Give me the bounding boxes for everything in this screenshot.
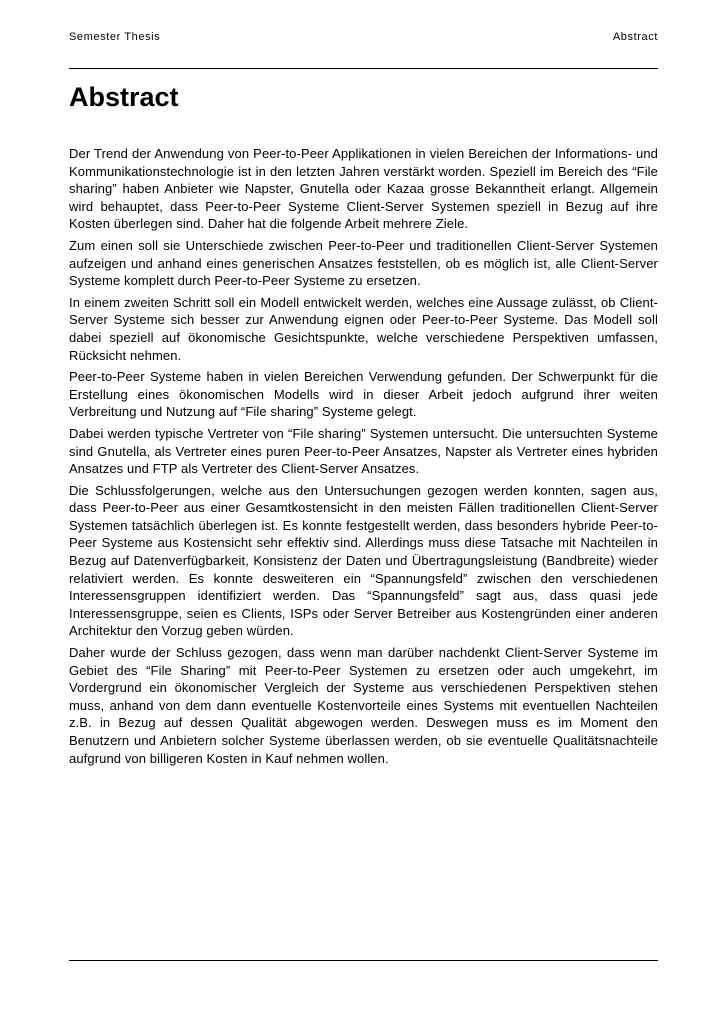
header-document-type: Semester Thesis	[69, 31, 161, 43]
footer-divider	[69, 960, 658, 961]
abstract-paragraph-3: In einem zweiten Schritt soll ein Modell entwickelt werden, welches eine Aussage zulässt, ob Client-Server Systeme sich besser zur Anwendung eignen oder Peer-to-Peer Systeme. Das Modell soll dabei speziell auf ökonomische Gesichtspunkte, welche verschiedene Perspektiven umfassen, Rücksicht nehmen.	[69, 294, 658, 363]
abstract-paragraph-7: Daher wurde der Schluss gezogen, dass wenn man darüber nachdenkt Client-Server Systeme im Gebiet des “File Sharing” mit Peer-to-Peer Systemen zu ersetzen oder auch umgekehrt, im Vordergrund ein ökonomischer Vergleich der Systeme aus verschiedenen Perspektiven stehen muss, anhand von dem dann eventuelle Kostenvorteile eines Systems mit eventuellen Nachteilen z.B. in Bezug auf dessen Qualität abgewogen werden. Deswegen muss es im Moment den Benutzern und Anbietern solcher Systeme überlassen werden, ob sie eventuelle Qualitätsnachteile aufgrund von billigeren Kosten in Kauf nehmen wollen.	[69, 645, 658, 766]
abstract-paragraph-1: Der Trend der Anwendung von Peer-to-Peer Applikationen in vielen Bereichen der Informations- und Kommunikationstechnologie ist in den letzten Jahren verstärkt worden. Speziell im Bereich des “File sharing” haben Anbieter wie Napster, Gnutella oder Kazaa grosse Bekanntheit erlangt. Allgemein wird behauptet, dass Peer-to-Peer Systeme Client-Server Systemen speziell in Bezug auf ihre Kosten überlegen sind. Daher hat die folgende Arbeit mehrere Ziele.	[69, 146, 658, 232]
running-header	[69, 31, 658, 47]
abstract-paragraph-4: Peer-to-Peer Systeme haben in vielen Bereichen Verwendung gefunden. Der Schwerpunkt für die Erstellung eines ökonomischen Modells wird in dieser Arbeit jedoch aufgrund ihrer weiten Verbreitung und Nutzung auf “File sharing” Systeme gelegt.	[69, 369, 658, 420]
header-divider	[69, 68, 658, 69]
section-title: Abstract	[69, 82, 179, 112]
document-page	[69, 0, 658, 1028]
abstract-paragraph-6: Die Schlussfolgerungen, welche aus den Untersuchungen gezogen werden konnten, sagen aus, dass Peer-to-Peer aus einer Gesamtkostensicht in den meisten Fällen traditionellen Client-Server Systemen tatsächlich überlegen ist. Es konnte festgestellt werden, dass besonders hybride Peer-to-Peer Systeme aus Kostensicht sehr effektiv sind. Allerdings muss diese Tatsache mit Nachteilen in Bezug auf Datenverfügbarkeit, Konsistenz der Daten und Übertragungsleistung (Bandbreite) wieder relativiert werden. Es konnte desweiteren ein “Spannungsfeld” zwischen den verschiedenen Interessensgruppen identifiziert werden. Das “Spannungsfeld” sagt aus, dass quasi jede Interessensgruppe, seien es Clients, ISPs oder Server Betreiber aus Kostengründen einer anderen Architektur den Vorzug geben würden.	[69, 482, 658, 639]
abstract-body	[69, 145, 658, 771]
abstract-paragraph-5: Dabei werden typische Vertreter von “File sharing” Systemen untersucht. Die untersuchten Systeme sind Gnutella, als Vertreter eines puren Peer-to-Peer Ansatzes, Napster als Vertreter eines hybriden Ansatzes und FTP als Vertreter des Client-Server Ansatzes.	[69, 425, 658, 477]
header-section-name: Abstract	[612, 31, 658, 43]
abstract-paragraph-2: Zum einen soll sie Unterschiede zwischen Peer-to-Peer und traditionellen Client-Server Systemen aufzeigen und anhand eines generischen Ansatzes feststellen, ob es möglich ist, alle Client-Server Systeme komplett durch Peer-to-Peer Systeme zu ersetzen.	[69, 237, 658, 289]
